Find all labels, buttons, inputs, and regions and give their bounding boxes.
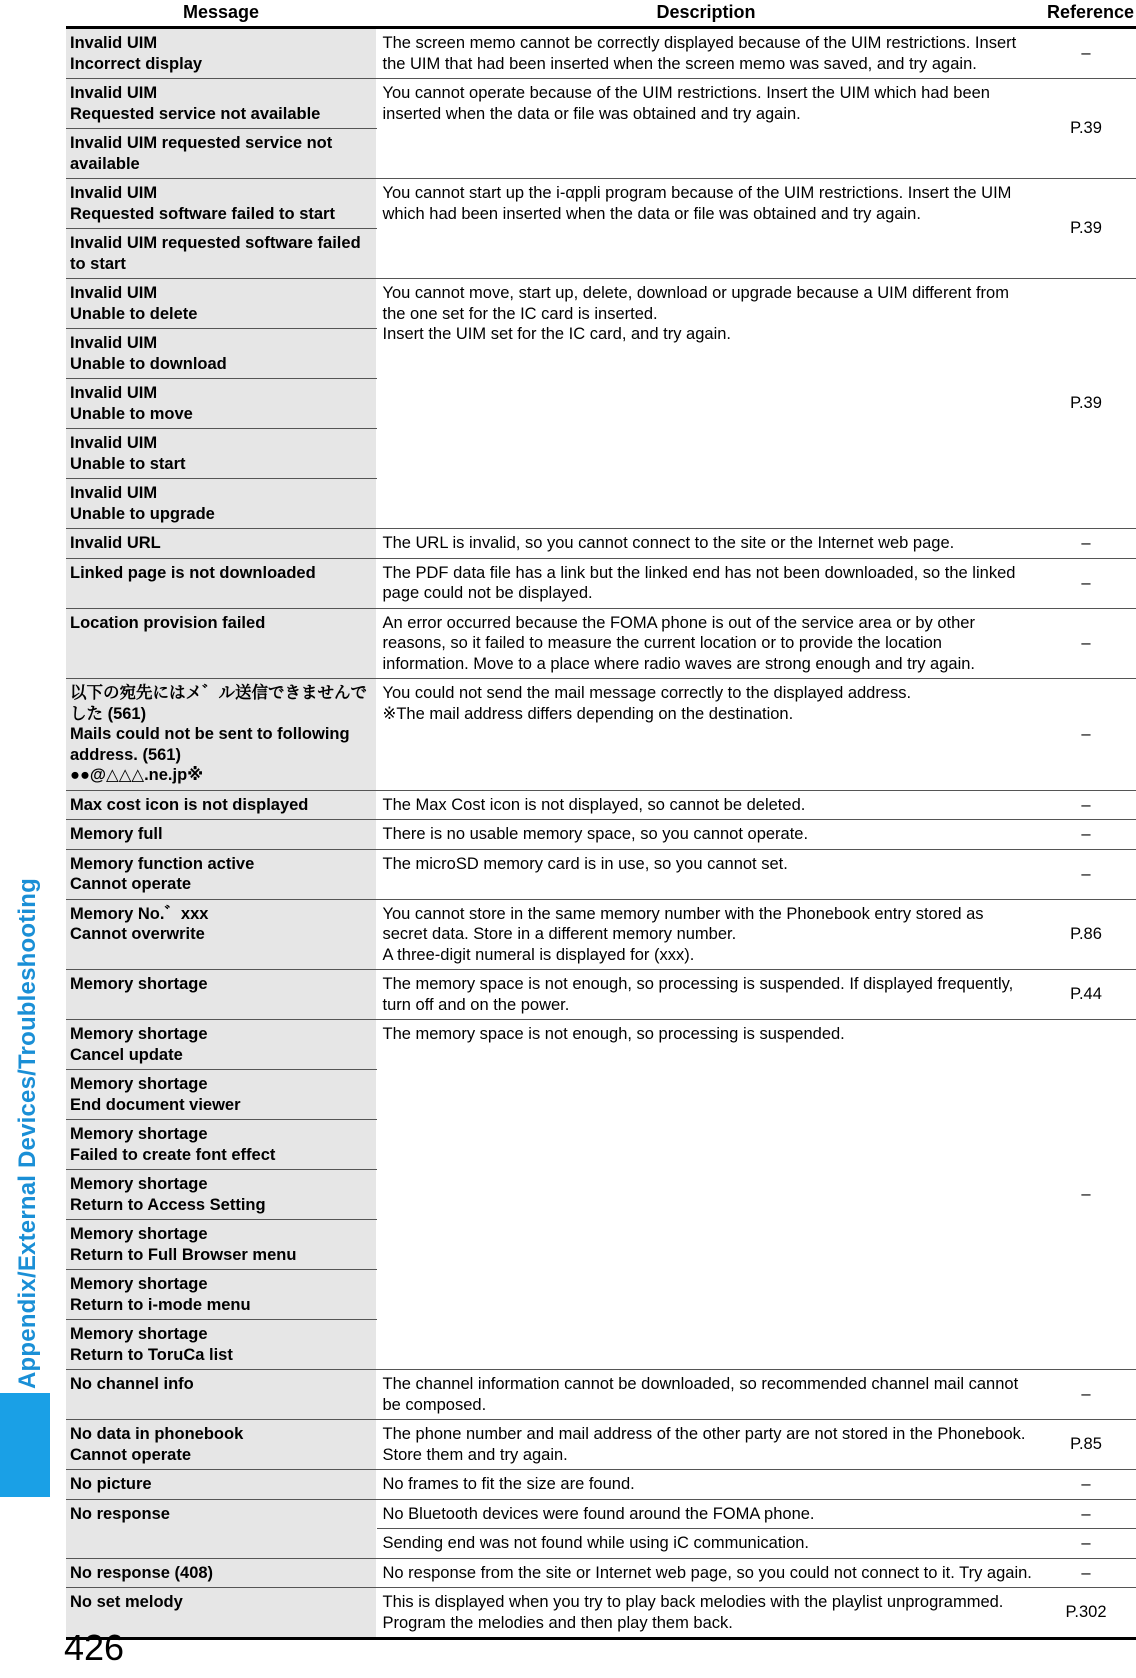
message-cell	[66, 608, 376, 679]
reference-cell: –	[1036, 1529, 1136, 1559]
message-line: Invalid UIM	[70, 334, 158, 352]
message-line: Invalid URL	[70, 534, 161, 552]
message-line: Memory full	[70, 825, 163, 843]
message-line: No response (408)	[70, 1563, 214, 1582]
table-header-row	[66, 0, 1136, 28]
message-line: Invalid UIM	[70, 84, 158, 102]
message-cell	[66, 679, 376, 791]
message-line: Return to Access Setting	[70, 1195, 266, 1214]
message-cell	[66, 820, 376, 850]
message-cell	[66, 1220, 376, 1270]
message-line: Return to ToruCa list	[70, 1345, 233, 1364]
reference-cell: –	[1036, 1020, 1136, 1370]
message-line: Memory shortage	[70, 1325, 208, 1343]
message-line: Failed to create font effect	[70, 1145, 276, 1164]
message-line: Unable to upgrade	[70, 504, 215, 523]
reference-cell: P.39	[1036, 279, 1136, 529]
message-line: Memory shortage	[70, 1025, 208, 1043]
message-cell	[66, 1120, 376, 1170]
message-cell	[66, 329, 376, 379]
message-line: Invalid UIM	[70, 484, 158, 502]
table-body	[66, 28, 1136, 1639]
description-line: Sending end was not found while using iC communication.	[382, 1534, 810, 1552]
message-line: Invalid UIM	[70, 184, 158, 202]
reference-cell: P.44	[1036, 970, 1136, 1020]
description-line: The memory space is not enough, so processing is suspended.	[382, 1025, 845, 1043]
message-cell	[66, 429, 376, 479]
header-description: Description	[376, 0, 1036, 28]
message-cell	[66, 970, 376, 1020]
description-line: The phone number and mail address of the other party are not stored in the Phonebook. Store them and try again.	[382, 1425, 1026, 1464]
description-line: Insert the UIM set for the IC card, and try again.	[382, 325, 731, 343]
reference-cell: –	[1036, 679, 1136, 791]
message-line: Memory No.゛xxx	[70, 904, 209, 923]
table-row	[66, 28, 1136, 79]
table-row	[66, 820, 1136, 850]
description-line: No response from the site or Internet web page, so you could not connect to it. Try again.	[382, 1563, 1032, 1582]
message-cell	[66, 1499, 376, 1558]
message-cell	[66, 279, 376, 329]
table-row	[66, 79, 1136, 129]
table-row	[66, 1558, 1136, 1588]
table-row	[66, 1370, 1136, 1420]
description-line: You cannot operate because of the UIM restrictions. Insert the UIM which had been inserted when the data or file was obtained and try again.	[382, 84, 990, 123]
section-title-text: Appendix/External Devices/Troubleshooting	[14, 878, 41, 1389]
message-line: Mails could not be sent to following address. (561)	[70, 725, 350, 764]
message-line: Cannot operate	[70, 875, 192, 893]
reference-cell: –	[1036, 1370, 1136, 1420]
reference-cell: –	[1036, 608, 1136, 679]
description-line: An error occurred because the FOMA phone is out of the service area or by other reasons, so it failed to measure the current location or to provide the location information. Move to a place where radio waves are strong enough and try again.	[382, 613, 976, 673]
message-line: Location provision failed	[70, 613, 266, 632]
reference-cell: –	[1036, 1499, 1136, 1529]
section-tab-marker	[0, 1393, 50, 1497]
table-row	[66, 279, 1136, 329]
message-line: Cancel update	[70, 1045, 183, 1064]
reference-cell: P.39	[1036, 179, 1136, 279]
message-cell	[66, 790, 376, 820]
message-line: No data in phonebook	[70, 1425, 244, 1443]
message-cell	[66, 1370, 376, 1420]
message-line: Requested service not available	[70, 104, 321, 123]
message-cell	[66, 558, 376, 608]
message-line: Memory function active	[70, 854, 255, 873]
page-number: 426	[64, 1627, 125, 1668]
description-cell	[376, 970, 1036, 1020]
description-cell	[376, 529, 1036, 559]
error-message-table	[66, 0, 1136, 1640]
message-line: Memory shortage	[70, 1175, 208, 1193]
reference-cell: P.39	[1036, 79, 1136, 179]
description-cell	[376, 28, 1036, 79]
reference-cell: –	[1036, 558, 1136, 608]
description-line: This is displayed when you try to play back melodies with the playlist unprogrammed. Program the melodies and then play them back.	[382, 1593, 1004, 1632]
description-cell	[376, 820, 1036, 850]
description-line: The Max Cost icon is not displayed, so cannot be deleted.	[382, 795, 806, 814]
message-cell	[66, 1420, 376, 1470]
table-row	[66, 679, 1136, 791]
message-cell	[66, 129, 376, 179]
description-line: The screen memo cannot be correctly displayed because of the UIM restrictions. Insert the UIM that had been inserted when the screen memo was saved, and try again.	[382, 34, 1017, 73]
message-cell	[66, 179, 376, 229]
message-line: Invalid UIM requested service not available	[70, 134, 333, 173]
header-reference: Reference	[1036, 0, 1136, 28]
message-line: Memory shortage	[70, 1275, 208, 1293]
reference-cell: –	[1036, 820, 1136, 850]
description-cell	[376, 1420, 1036, 1470]
table-row	[66, 1499, 1136, 1529]
reference-cell: P.86	[1036, 899, 1136, 970]
table-row	[66, 1588, 1136, 1639]
description-line: You cannot move, start up, delete, download or upgrade because a UIM different from the one set for the IC card is inserted.	[382, 284, 1009, 323]
table-row	[66, 1020, 1136, 1070]
description-line: The memory space is not enough, so processing is suspended. If displayed frequently, turn off and on the power.	[382, 975, 1014, 1014]
table-row	[66, 970, 1136, 1020]
description-cell	[376, 899, 1036, 970]
table-row	[66, 558, 1136, 608]
message-line: Invalid UIM	[70, 284, 158, 302]
message-line: Invalid UIM	[70, 384, 158, 402]
error-message-table-wrapper	[66, 0, 1136, 1640]
message-cell	[66, 79, 376, 129]
description-cell	[376, 558, 1036, 608]
description-line: The PDF data file has a link but the linked end has not been downloaded, so the linked page could not be displayed.	[382, 563, 1016, 602]
table-row	[66, 899, 1136, 970]
message-line: Unable to download	[70, 354, 227, 373]
description-cell	[376, 790, 1036, 820]
description-line: There is no usable memory space, so you cannot operate.	[382, 825, 809, 843]
reference-cell: –	[1036, 529, 1136, 559]
description-cell	[376, 1370, 1036, 1420]
description-cell	[376, 608, 1036, 679]
description-line: No Bluetooth devices were found around the FOMA phone.	[382, 1504, 815, 1523]
reference-cell: P.85	[1036, 1420, 1136, 1470]
message-line: Memory shortage	[70, 975, 208, 993]
message-line: End document viewer	[70, 1095, 241, 1114]
message-line: Memory shortage	[70, 1075, 208, 1093]
description-cell	[376, 179, 1036, 279]
message-cell	[66, 849, 376, 899]
message-cell	[66, 1020, 376, 1070]
description-cell	[376, 679, 1036, 791]
description-cell	[376, 1020, 1036, 1370]
reference-cell: –	[1036, 28, 1136, 79]
description-cell	[376, 1558, 1036, 1588]
message-line: No response	[70, 1504, 170, 1523]
description-line: You cannot store in the same memory number with the Phonebook entry stored as secret data. Store in a different memory number.	[382, 904, 984, 943]
message-line: Unable to move	[70, 404, 193, 423]
message-cell	[66, 379, 376, 429]
table-row	[66, 1420, 1136, 1470]
description-line: ※The mail address differs depending on the destination.	[382, 704, 794, 723]
description-line: No frames to fit the size are found.	[382, 1475, 635, 1493]
description-cell	[376, 1529, 1036, 1559]
description-line: The microSD memory card is in use, so you cannot set.	[382, 854, 788, 873]
message-line: No channel info	[70, 1375, 194, 1393]
message-line: 以下の宛先にはメ゛ル送信できませんでした (561)	[70, 684, 367, 723]
message-line: Linked page is not downloaded	[70, 563, 316, 582]
message-line: Memory shortage	[70, 1225, 208, 1243]
message-cell	[66, 1320, 376, 1370]
table-row	[66, 1470, 1136, 1500]
message-cell	[66, 479, 376, 529]
header-message: Message	[66, 0, 376, 28]
message-line: ●●@△△△.ne.jp※	[70, 766, 204, 784]
description-cell	[376, 849, 1036, 899]
message-line: Unable to delete	[70, 304, 198, 323]
message-cell	[66, 1170, 376, 1220]
table-row	[66, 608, 1136, 679]
message-line: Requested software failed to start	[70, 204, 335, 223]
description-line: A three-digit numeral is displayed for (xxx).	[382, 945, 695, 964]
message-cell	[66, 28, 376, 79]
message-line: Memory shortage	[70, 1125, 208, 1143]
message-line: Cannot operate	[70, 1445, 192, 1464]
message-cell	[66, 229, 376, 279]
section-sidebar	[0, 0, 48, 1500]
reference-cell: –	[1036, 849, 1136, 899]
message-line: Incorrect display	[70, 54, 203, 73]
message-cell	[66, 1070, 376, 1120]
table-row	[66, 849, 1136, 899]
message-line: Max cost icon is not displayed	[70, 795, 309, 814]
description-cell	[376, 1588, 1036, 1639]
message-cell	[66, 1470, 376, 1500]
description-cell	[376, 1470, 1036, 1500]
description-line: You could not send the mail message correctly to the displayed address.	[382, 684, 912, 702]
description-line: The channel information cannot be downloaded, so recommended channel mail cannot be composed.	[382, 1375, 1019, 1414]
message-line: Return to i-mode menu	[70, 1295, 251, 1314]
message-line: No picture	[70, 1475, 152, 1493]
message-line: Return to Full Browser menu	[70, 1245, 297, 1264]
reference-cell: –	[1036, 1470, 1136, 1500]
table-row	[66, 179, 1136, 229]
description-cell	[376, 279, 1036, 529]
message-line: Cannot overwrite	[70, 925, 205, 943]
description-line: The URL is invalid, so you cannot connect to the site or the Internet web page.	[382, 534, 955, 552]
message-line: Invalid UIM	[70, 34, 158, 52]
description-cell	[376, 79, 1036, 179]
message-cell	[66, 899, 376, 970]
message-cell	[66, 1270, 376, 1320]
message-line: Invalid UIM	[70, 434, 158, 452]
reference-cell: –	[1036, 1558, 1136, 1588]
table-row	[66, 529, 1136, 559]
description-cell	[376, 1499, 1036, 1529]
description-line: You cannot start up the i-αppli program because of the UIM restrictions. Insert the UIM which had been inserted when the data or file was obtained and try again.	[382, 184, 1012, 223]
message-line: No set melody	[70, 1593, 183, 1611]
message-line: Unable to start	[70, 454, 186, 473]
message-cell	[66, 529, 376, 559]
reference-cell: –	[1036, 790, 1136, 820]
message-cell	[66, 1558, 376, 1588]
message-line: Invalid UIM requested software failed to start	[70, 234, 361, 273]
table-row	[66, 790, 1136, 820]
reference-cell: P.302	[1036, 1588, 1136, 1639]
